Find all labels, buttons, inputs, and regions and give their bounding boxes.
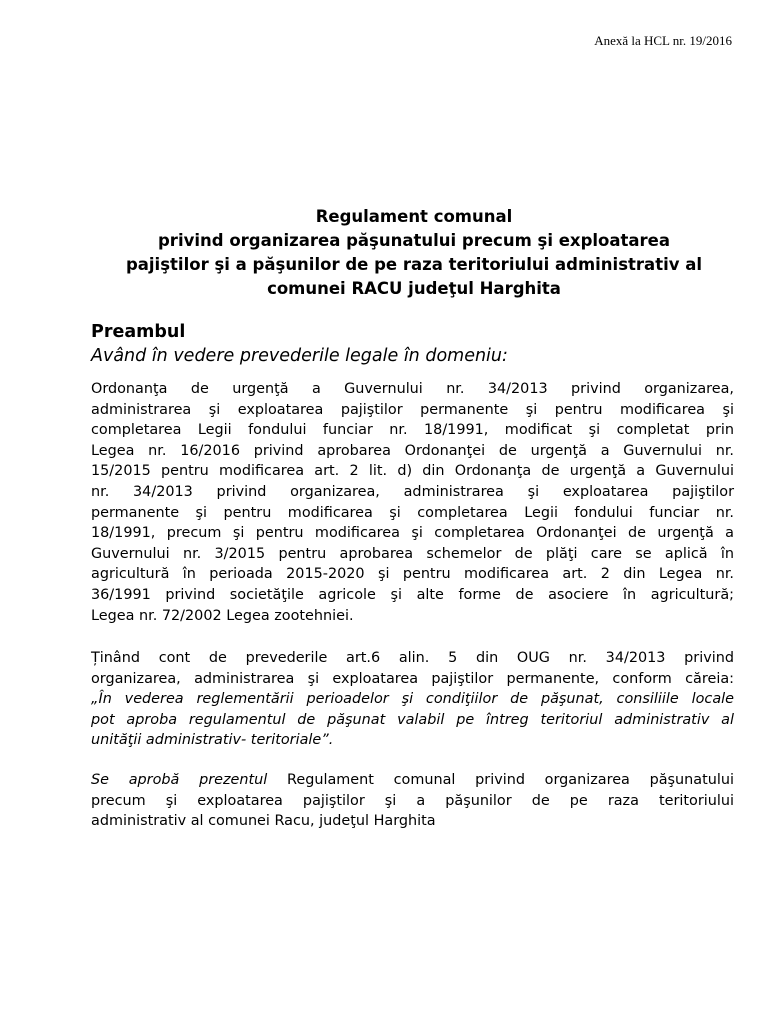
paragraph-line: completarea Legii fondului funciar nr. 18/1991, modificat şi completat prin xyxy=(91,422,734,439)
paragraph-line: 36/1991 privind societăţile agricole şi alte forme de asociere în agricultură; xyxy=(91,586,734,603)
quote-line: unităţii administrativ- teritoriale”. xyxy=(91,732,334,749)
paragraph-line: administrativ al comunei Racu, judeţul Harghita xyxy=(91,813,436,830)
preamble-heading: Preambul xyxy=(91,322,186,342)
approval-text: Regulament comunal privind organizarea păşunatului xyxy=(267,772,734,788)
paragraph-line: Legea nr. 16/2016 privind aprobarea Ordonanţei de urgenţă a Guvernului nr. xyxy=(91,442,734,459)
considering-paragraph xyxy=(91,648,734,751)
preamble-subheading: Având în vedere prevederile legale în domeniu: xyxy=(91,346,508,366)
paragraph-line: administrarea şi exploatarea pajiştilor permanente şi pentru modificarea şi xyxy=(91,401,734,418)
paragraph-line xyxy=(91,770,734,791)
legal-basis-paragraph xyxy=(91,379,734,626)
paragraph-line: permanente şi pentru modificarea şi completarea Legii fondului funciar nr. xyxy=(91,504,734,521)
paragraph-line: Ordonanţa de urgenţă a Guvernului nr. 34/2013 privind organizarea, xyxy=(91,381,734,397)
title-line: Regulament comunal xyxy=(315,207,513,226)
paragraph-line: agricultură în perioada 2015-2020 şi pentru modificarea art. 2 din Legea nr. xyxy=(91,566,734,583)
paragraph-line: organizarea, administrarea şi exploatarea pajiştilor permanente, conform căreia: xyxy=(91,670,734,687)
paragraph-line: 18/1991, precum şi pentru modificarea şi completarea Ordonanţei de urgenţă a xyxy=(91,525,734,542)
title-line: privind organizarea păşunatului precum şi exploatarea xyxy=(158,231,670,250)
title-line: pajiştilor şi a păşunilor de pe raza teritoriului administrativ al xyxy=(125,255,703,274)
quote-line: pot aproba regulamentul de păşunat valabil pe întreg teritoriul administrativ al xyxy=(91,711,734,728)
paragraph-line: Ținând cont de prevederile art.6 alin. 5 din OUG nr. 34/2013 privind xyxy=(91,650,734,666)
paragraph-line: Guvernului nr. 3/2015 pentru aprobarea schemelor de plăţi care se aplică în xyxy=(91,545,734,562)
paragraph-line: Legea nr. 72/2002 Legea zootehniei. xyxy=(91,607,354,624)
annex-reference: Anexă la HCL nr. 19/2016 xyxy=(594,33,732,48)
document-title xyxy=(78,205,750,301)
paragraph-line: nr. 34/2013 privind organizarea, administrarea şi exploatarea pajiştilor xyxy=(91,483,734,500)
title-line: comunei RACU judeţul Harghita xyxy=(267,279,561,298)
quote-line: „În vederea reglementării perioadelor şi condiţiilor de păşunat, consiliile locale xyxy=(91,691,734,708)
paragraph-line: precum şi exploatarea pajiştilor şi a păşunilor de pe raza teritoriului xyxy=(91,792,734,809)
approval-lead: Se aprobă prezentul xyxy=(91,772,268,788)
paragraph-line: 15/2015 pentru modificarea art. 2 lit. d) din Ordonanţa de urgenţă a Guvernului xyxy=(91,463,734,480)
approval-paragraph xyxy=(91,770,734,832)
